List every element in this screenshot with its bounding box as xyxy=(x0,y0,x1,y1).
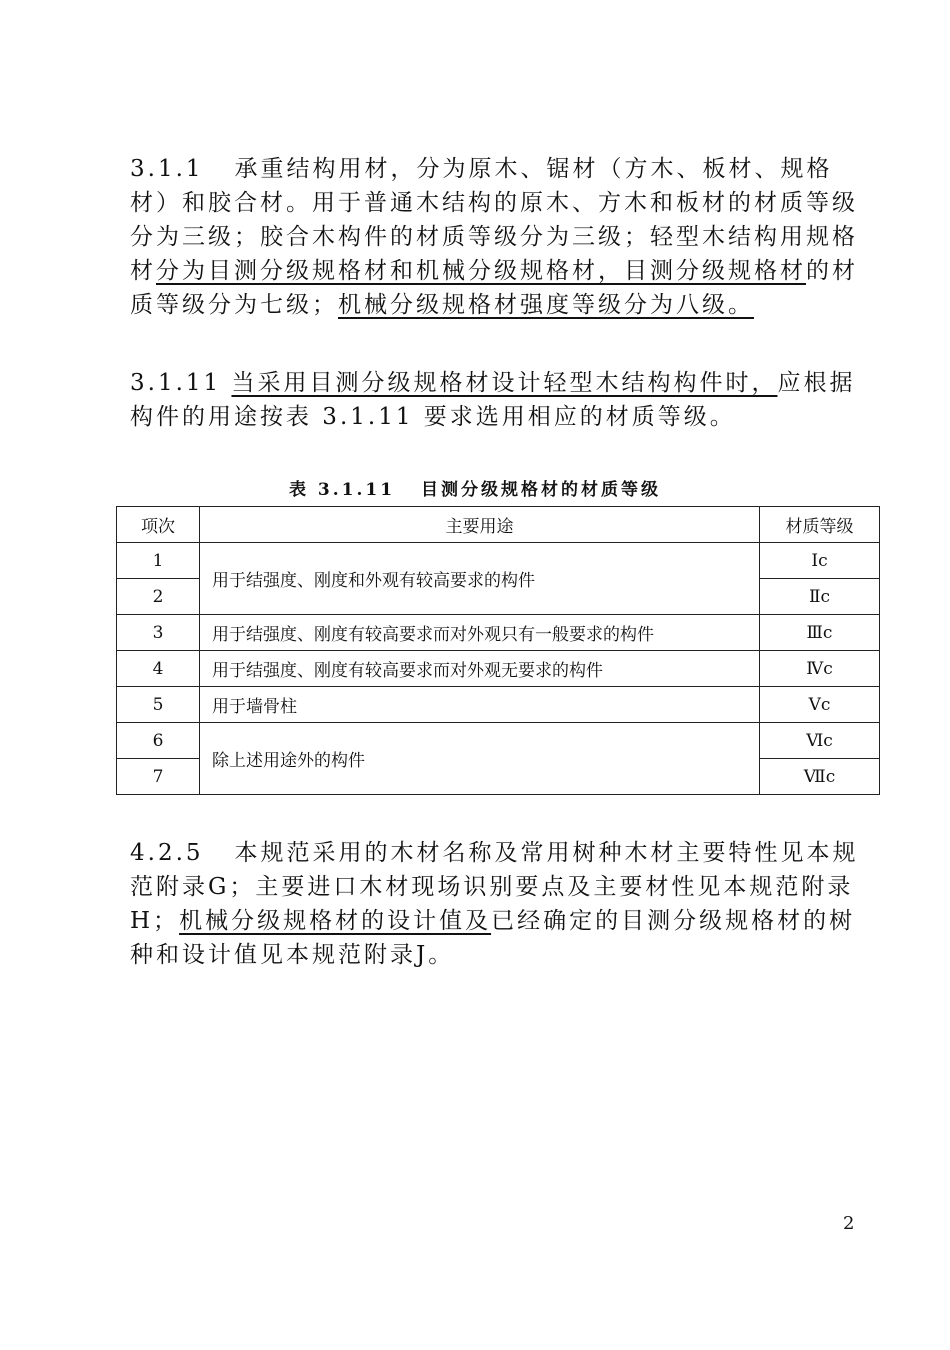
cell-grade: Ⅴc xyxy=(760,687,880,723)
cell-use: 用于结强度、刚度和外观有较高要求的构件 xyxy=(200,543,760,615)
grade-table xyxy=(116,506,880,795)
cell-item: 4 xyxy=(117,651,200,687)
cell-grade: Ⅲc xyxy=(760,615,880,651)
underlined-text: 机械分级规格材强度等级分为八级。 xyxy=(338,292,754,318)
clause-3-1-11 xyxy=(130,366,860,434)
clause-3-1-1 xyxy=(130,152,860,322)
underlined-text: 当采用目测分级规格材设计轻型木结构构件时， xyxy=(231,370,778,396)
cell-grade: Ⅳc xyxy=(760,651,880,687)
cell-item: 2 xyxy=(117,579,200,615)
table-caption-title: 目测分级规格材的材质等级 xyxy=(421,480,662,500)
clause-text: 承重结构用材，分为原木、锯材（方木、板材、规格材）和胶合材。用于普通木结构的原木、方木和板材的材质等级分为三级；胶合木构件的材质等级分为三级；轻型木结构用规格材 xyxy=(130,156,858,284)
table-header-row xyxy=(117,507,880,543)
table-row xyxy=(117,543,880,579)
cell-grade: Ⅱc xyxy=(760,579,880,615)
clause-4-2-5 xyxy=(130,836,860,972)
cell-use: 除上述用途外的构件 xyxy=(200,723,760,795)
clause-number: 3.1.11 xyxy=(130,370,222,396)
cell-grade: Ⅵc xyxy=(760,723,880,759)
clause-text: 的材质等级分为七级； xyxy=(130,258,858,318)
table-row xyxy=(117,651,880,687)
table-caption xyxy=(0,475,950,500)
table-row xyxy=(117,687,880,723)
clause-number: 3.1.1 xyxy=(130,156,204,182)
cell-grade: Ⅶc xyxy=(760,759,880,795)
table-row xyxy=(117,723,880,759)
header-use: 主要用途 xyxy=(200,507,760,543)
cell-item: 3 xyxy=(117,615,200,651)
clause-text: 应根据构件的用途按表 3.1.11 要求选用相应的材质等级。 xyxy=(130,370,856,430)
clause-text: 本规范采用的木材名称及常用树种木材主要特性见本规范附录G；主要进口木材现场识别要点及主要材性见本规范附录H； xyxy=(130,840,859,934)
table-row xyxy=(117,615,880,651)
page-number: 2 xyxy=(843,1213,855,1234)
cell-use: 用于墙骨柱 xyxy=(200,687,760,723)
table-caption-number: 表 3.1.11 xyxy=(288,480,396,500)
underlined-text: 分为目测分级规格材和机械分级规格材，目测分级规格材 xyxy=(156,258,806,284)
cell-grade: Ⅰc xyxy=(760,543,880,579)
cell-item: 5 xyxy=(117,687,200,723)
clause-text: 已经确定的目测分级规格材的树种和设计值见本规范附录J。 xyxy=(130,908,856,968)
underlined-text: 机械分级规格材的设计值及 xyxy=(179,908,492,934)
clause-number: 4.2.5 xyxy=(130,840,204,866)
cell-use: 用于结强度、刚度有较高要求而对外观只有一般要求的构件 xyxy=(200,615,760,651)
cell-item: 1 xyxy=(117,543,200,579)
header-item: 项次 xyxy=(117,507,200,543)
cell-use: 用于结强度、刚度有较高要求而对外观无要求的构件 xyxy=(200,651,760,687)
cell-item: 6 xyxy=(117,723,200,759)
cell-item: 7 xyxy=(117,759,200,795)
header-grade: 材质等级 xyxy=(760,507,880,543)
